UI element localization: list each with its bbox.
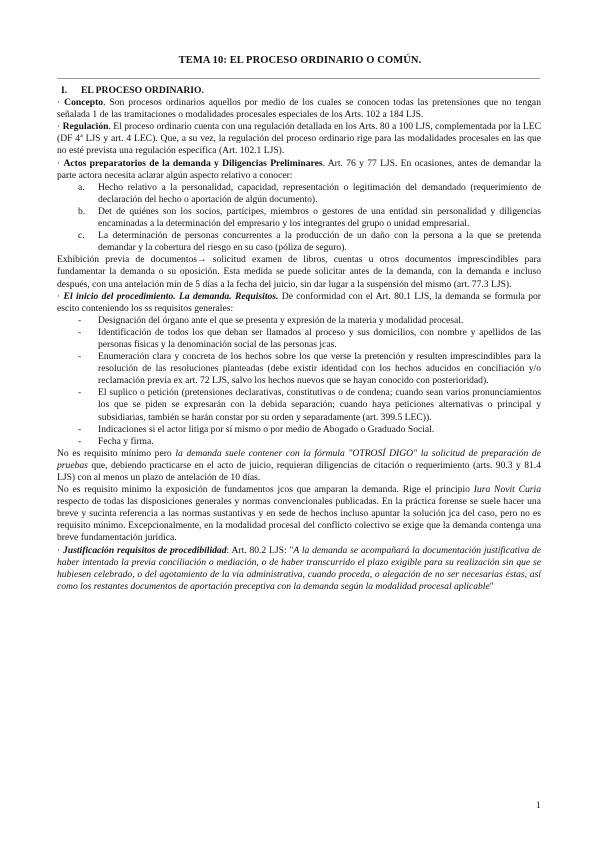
text-segment: respecto de todas las disposiciones generales y normas convencionales publicadas. En la práctica forense se suele hacer una breve y sucinta referencia a las normas sustantivas y en sede de hechos incluso apuntar la solución jca del caso, pero no es requisito mínimo. Excepcionalmente, en la modalidad procesal del conflicto colectivo se exige que la demanda contenga una breve fundamentación jurídica. <box>57 496 541 544</box>
page-number: 1 <box>536 800 541 811</box>
text-segment: que, debiendo practicarse en el acto de juicio, requieran diligencias de citación o requerimiento (arts. 90.3 y 81.4 LJS) con al menos un plazo de antelación de 10 días. <box>57 459 541 483</box>
paragraph-concepto <box>57 97 541 121</box>
label-inicio: El inicio del procedimiento. La demanda. Requisitos. <box>63 290 279 302</box>
title-divider <box>57 78 540 79</box>
text-segment: No es requisito mínimo pero <box>57 447 176 459</box>
document-body <box>57 85 541 593</box>
section-heading-text: EL PROCESO ORDINARIO. <box>81 85 204 96</box>
list-requisitos <box>57 315 541 448</box>
text-segment: : Art. 80.2 LJS: " <box>226 544 294 556</box>
paragraph-no-requisito-fundamentos <box>57 484 541 544</box>
list-item <box>57 351 541 387</box>
document-title: TEMA 10: EL PROCESO ORDINARIO O COMÚN. <box>178 55 422 66</box>
list-marker: b. <box>78 205 86 217</box>
text-italic: Iura Novit Curia <box>473 484 541 496</box>
list-item <box>57 436 541 448</box>
list-marker: a. <box>78 181 85 193</box>
list-marker: - <box>78 423 82 435</box>
paragraph-regulacion <box>57 121 541 157</box>
section-heading <box>57 85 541 97</box>
list-item <box>57 327 541 351</box>
list-item-text: Designación del órgano ante el que se presenta y expresión de la materia y modalidad procesal. <box>98 314 464 326</box>
list-marker: c. <box>78 230 85 242</box>
paragraph-justificacion <box>57 545 541 593</box>
list-item-text: Hecho relativo a la personalidad, capacidad, representación o legitimación del demandado (requerimiento de declaración del hecho o aportación de algún documento). <box>98 181 541 205</box>
list-item-text: Enumeración clara y concreta de los hechos sobre los que verse la pretención y resulten imprescindibles para la resolución de las resoluciones planteadas (debe existir identidad con los hechos aducidos en conciliación y/o reclamación previa ex art. 72 LJS, salvo los hechos nuevos que se hayan conocido con posterioridad). <box>98 351 541 387</box>
list-item-text: Indicaciones si el actor litiga por sí mismo o por medio de Abogado o Graduado Social. <box>98 423 435 435</box>
text-concepto: . Son procesos ordinarios aquellos por medio de los cuales se conocen todas las pretensiones que no tengan señalada 1 de las tramitaciones o modalidades procesales especiales de los Arts. 102 a 184 LJS. <box>57 97 541 121</box>
list-marker: - <box>78 326 82 338</box>
list-actos <box>57 182 541 255</box>
bullet: · <box>57 97 65 109</box>
text-italic: A la demanda se acompañará la documentación justificativa de haber intentado la previa conciliación o mediación, o de haber transcurrido el plazo exigible para su realización sin que se hubiesen celebrado, o del agotamiento de la vía administrativa, cuando proceda, o alegación de no ser necesarias éstas, así como los restantes documentos de aportación preceptiva con la demanda según la modalidad procesal aplicable <box>57 544 542 592</box>
list-item-text: Fecha y firma. <box>98 435 154 447</box>
list-item-text: La determinación de personas concurrentes a la producción de un daño con la persona a la que se pretenda demandar y la cobertura del riesgo en su caso (póliza de seguro). <box>98 230 541 254</box>
list-marker: - <box>78 387 82 399</box>
label-regulacion: Regulación <box>62 121 109 133</box>
paragraph-no-requisito-pruebas <box>57 448 541 484</box>
label-justificacion: Justificación requisitos de procedibilidad <box>63 544 227 556</box>
list-item-text: Det de quiénes son los socios, partícipes, miembros o gestores de una entidad sin personalidad y diligencias encaminadas a la determinación del empresario y los integrantes del grupo o unidad empresarial. <box>98 205 541 230</box>
text-actos: . Art. 76 y 77 LJS. En ocasiones, antes de demandar la parte actora necesita aclarar algún aspecto relativo a conocer: <box>57 157 541 181</box>
list-item <box>57 424 541 436</box>
bullet: · <box>57 544 63 556</box>
list-item-text: El suplico o petición (pretensiones declarativas, constitutivas o de condena; cuando sean varios pronunciamientos los que se piden se expresarán con la debida separación; cuando haya peticiones alternativas o principal y subsidiarias, también se harán constar por su orden y separadamente (art. 399.5 LEC)). <box>98 387 541 423</box>
list-item <box>57 206 541 230</box>
bullet: · <box>57 121 63 133</box>
label-actos: Actos preparatorios de la demanda y Diligencias Preliminares <box>63 157 323 169</box>
list-item-text: Identificación de todos los que deban ser llamados al proceso y sus domicilios, con nombre y apellidos de las personas físicas y la denominación social de las personas jcas. <box>98 326 541 350</box>
paragraph-exhibicion: Exhibición previa de documentos→ solicitud examen de libros, cuentas u otros documentos imprescindibles para fundamentar la demanda o su oposición. Esta medida se puede solicitar antes de la demanda, con la demanda e incluso después, con una antelación mín de 5 días a la fecha del juicio, sin dar lugar a la suspensión del mismo (art. 77.3 LJS). <box>57 254 541 290</box>
list-item <box>57 230 541 254</box>
text-inicio: De conformidad con el Art. 80.1 LJS, la demanda se formula por escito conteniendo los ss requisitos generales: <box>57 290 541 314</box>
bullet: · <box>57 157 64 169</box>
text-italic: la demanda suele contener con la fórmula "OTROSÍ DIGO" la solicitud de preparación de pruebas <box>57 447 541 471</box>
section-number: I. <box>61 85 68 96</box>
text-segment: No es requisito mínimo la exposición de fundamentos jcos que amparan la demanda. Rige el principio <box>57 484 474 496</box>
list-item <box>57 182 541 206</box>
list-item <box>57 387 541 423</box>
list-marker: - <box>78 351 82 363</box>
bullet: · <box>57 290 64 302</box>
list-item <box>57 315 541 327</box>
text-segment: " <box>489 580 494 592</box>
paragraph-inicio <box>57 291 541 315</box>
list-marker: - <box>78 435 82 447</box>
paragraph-actos <box>57 158 541 182</box>
label-concepto: Concepto <box>64 97 104 109</box>
text-regulacion: . El proceso ordinario cuenta con una regulación detallada en los Arts. 80 a 100 LJS, complementada por la LEC (DF 4ª LJS y art. 4 LEC). Que, a su vez, la regulación del proceso ordinario rige para las modalidades procesales en las que no esté prevista una regulación específica (Art. 102.1 LJS). <box>57 121 542 157</box>
list-marker: - <box>78 314 82 326</box>
